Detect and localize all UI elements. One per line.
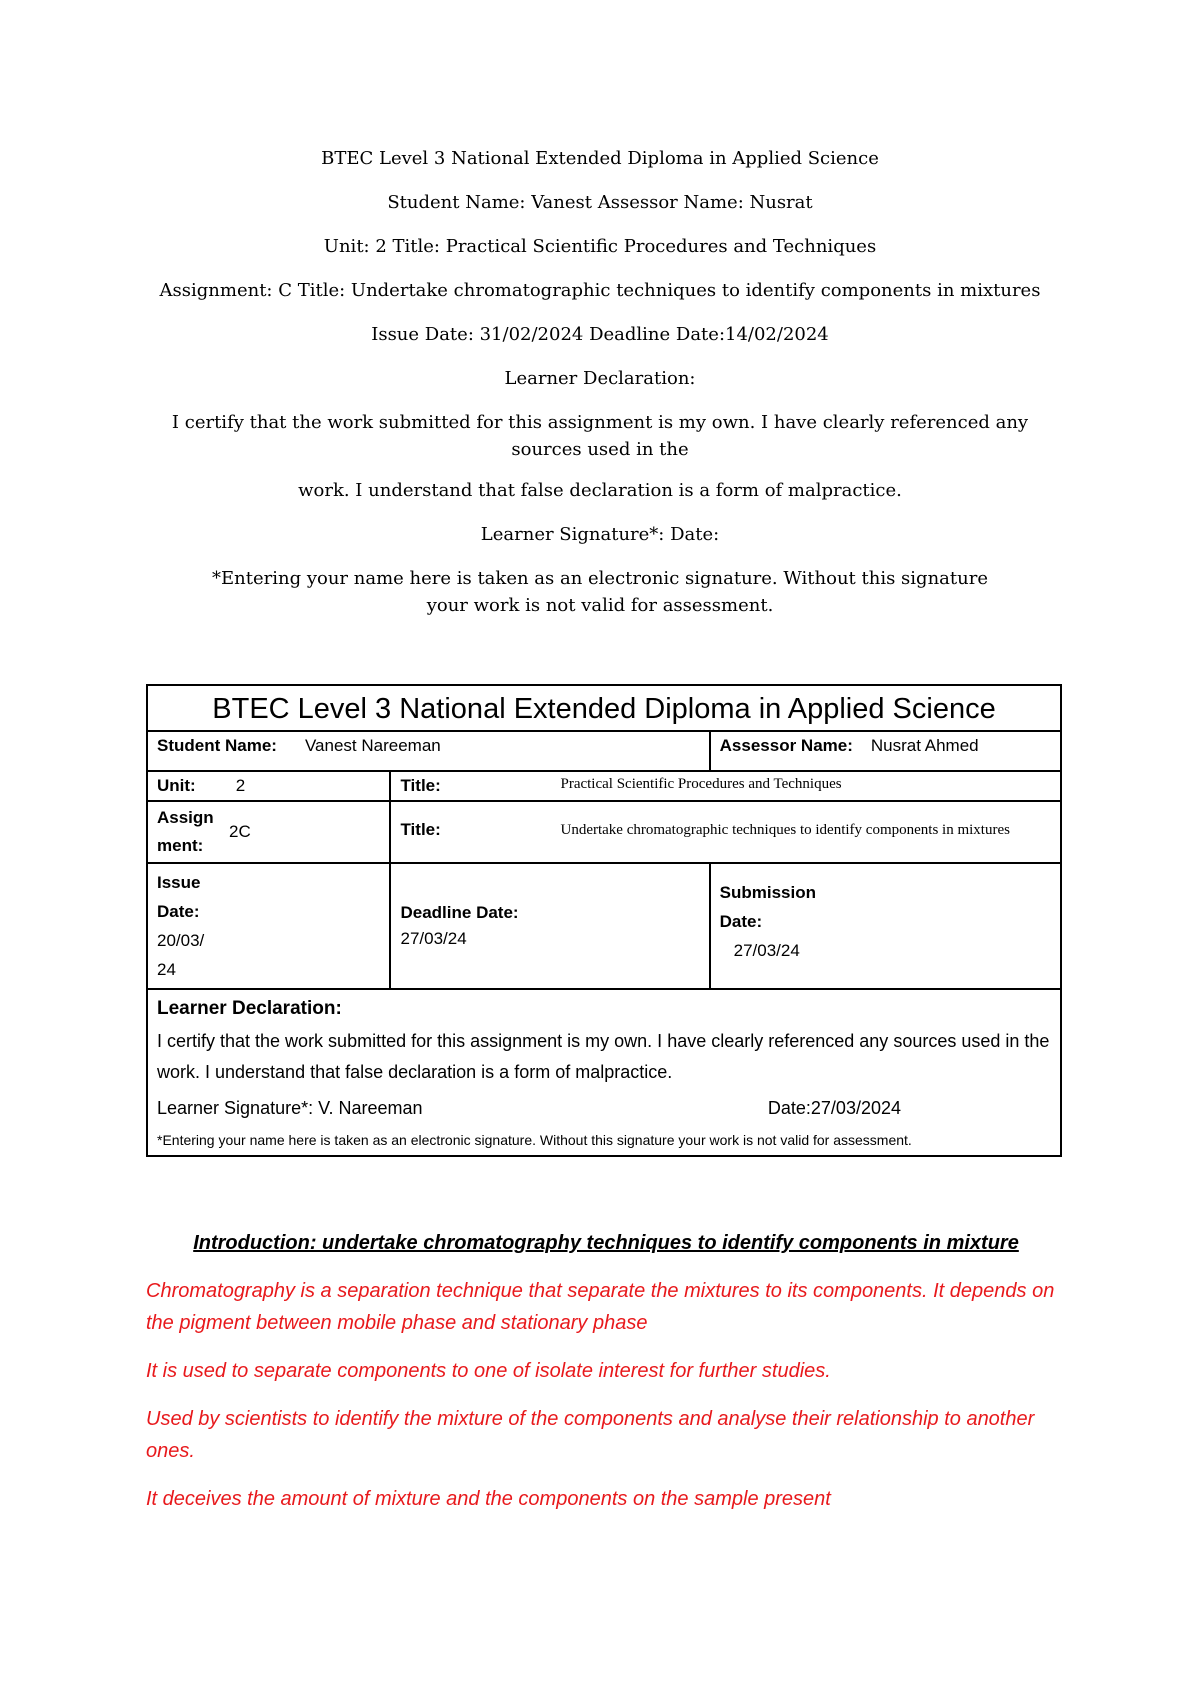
header-dates: Issue Date: 31/02/2024 Deadline Date:14/02/2024 xyxy=(371,324,829,345)
introduction-paragraph-4: It deceives the amount of mixture and the components on the sample present xyxy=(146,1488,831,1510)
assignment-title-label: Title: xyxy=(400,820,441,839)
unit-title-label: Title: xyxy=(400,776,441,795)
unit-title-value: Practical Scientific Procedures and Techniques xyxy=(560,776,842,792)
introduction-section xyxy=(146,1232,1066,1531)
student-name-label: Student Name: xyxy=(157,736,277,755)
header-declaration-text-2: work. I understand that false declaration is a form of malpractice. xyxy=(298,480,902,501)
header-assignment: Assignment: C Title: Undertake chromatographic techniques to identify components in mixtures xyxy=(159,280,1041,301)
header-names: Student Name: Vanest Assessor Name: Nusrat xyxy=(387,192,813,213)
deadline-date-value: 27/03/24 xyxy=(400,929,467,948)
deadline-date-label: Deadline Date: xyxy=(400,903,519,922)
form-banner: BTEC Level 3 National Extended Diploma in Applied Science xyxy=(147,685,1061,731)
header-declaration-heading: Learner Declaration: xyxy=(504,368,696,389)
header-qualification: BTEC Level 3 National Extended Diploma in Applied Science xyxy=(321,148,879,169)
unit-label: Unit: xyxy=(157,776,196,795)
assignment-cover-table xyxy=(146,684,1062,1157)
signature-label: Learner Signature*: xyxy=(157,1098,314,1118)
introduction-paragraph-1: Chromatography is a separation technique that separate the mixtures to its components. It depends on the pigment between mobile phase and stationary phase xyxy=(146,1280,1055,1334)
assignment-value: 2C xyxy=(229,822,251,841)
issue-date-value: 20/03/ 24 xyxy=(157,931,205,979)
header-signature: Learner Signature*: Date: xyxy=(480,524,720,545)
submission-date-value: 27/03/24 xyxy=(733,941,800,960)
header-note: *Entering your name here is taken as an electronic signature. Without this signature your work is not valid for assessment. xyxy=(212,568,988,616)
issue-date-label: Issue Date: xyxy=(157,873,201,921)
header-unit: Unit: 2 Title: Practical Scientific Procedures and Techniques xyxy=(323,236,877,257)
declaration-heading: Learner Declaration: xyxy=(157,998,342,1019)
assignment-label: Assign ment: xyxy=(157,808,214,855)
signature-note: *Entering your name here is taken as an electronic signature. Without this signature your work is not valid for assessment. xyxy=(157,1132,912,1148)
introduction-paragraph-3: Used by scientists to identify the mixture of the components and analyse their relationship to another ones. xyxy=(146,1408,1035,1462)
student-name-value: Vanest Nareeman xyxy=(304,736,441,755)
header-declaration-text: I certify that the work submitted for this assignment is my own. I have clearly referenced any sources used in the xyxy=(171,412,1029,460)
signature-row xyxy=(157,1098,1051,1119)
unit-value: 2 xyxy=(235,776,246,795)
assessor-name-label: Assessor Name: xyxy=(719,736,853,755)
assignment-title-value: Undertake chromatographic techniques to identify components in mixtures xyxy=(560,822,1010,838)
assessor-name-value: Nusrat Ahmed xyxy=(870,736,979,755)
cover-header xyxy=(140,145,1060,636)
declaration-text: I certify that the work submitted for this assignment is my own. I have clearly referenced any sources used in the work. I understand that false declaration is a form of malpractice. xyxy=(157,1031,1050,1082)
submission-date-label: Submission Date: xyxy=(719,883,816,931)
introduction-title: Introduction: undertake chromatography techniques to identify components in mixture xyxy=(193,1232,1019,1254)
introduction-paragraph-2: It is used to separate components to one of isolate interest for further studies. xyxy=(146,1360,831,1382)
signature-value: V. Nareeman xyxy=(318,1098,423,1118)
signature-date-label: Date: xyxy=(767,1098,811,1118)
signature-date-value: 27/03/2024 xyxy=(810,1098,901,1118)
